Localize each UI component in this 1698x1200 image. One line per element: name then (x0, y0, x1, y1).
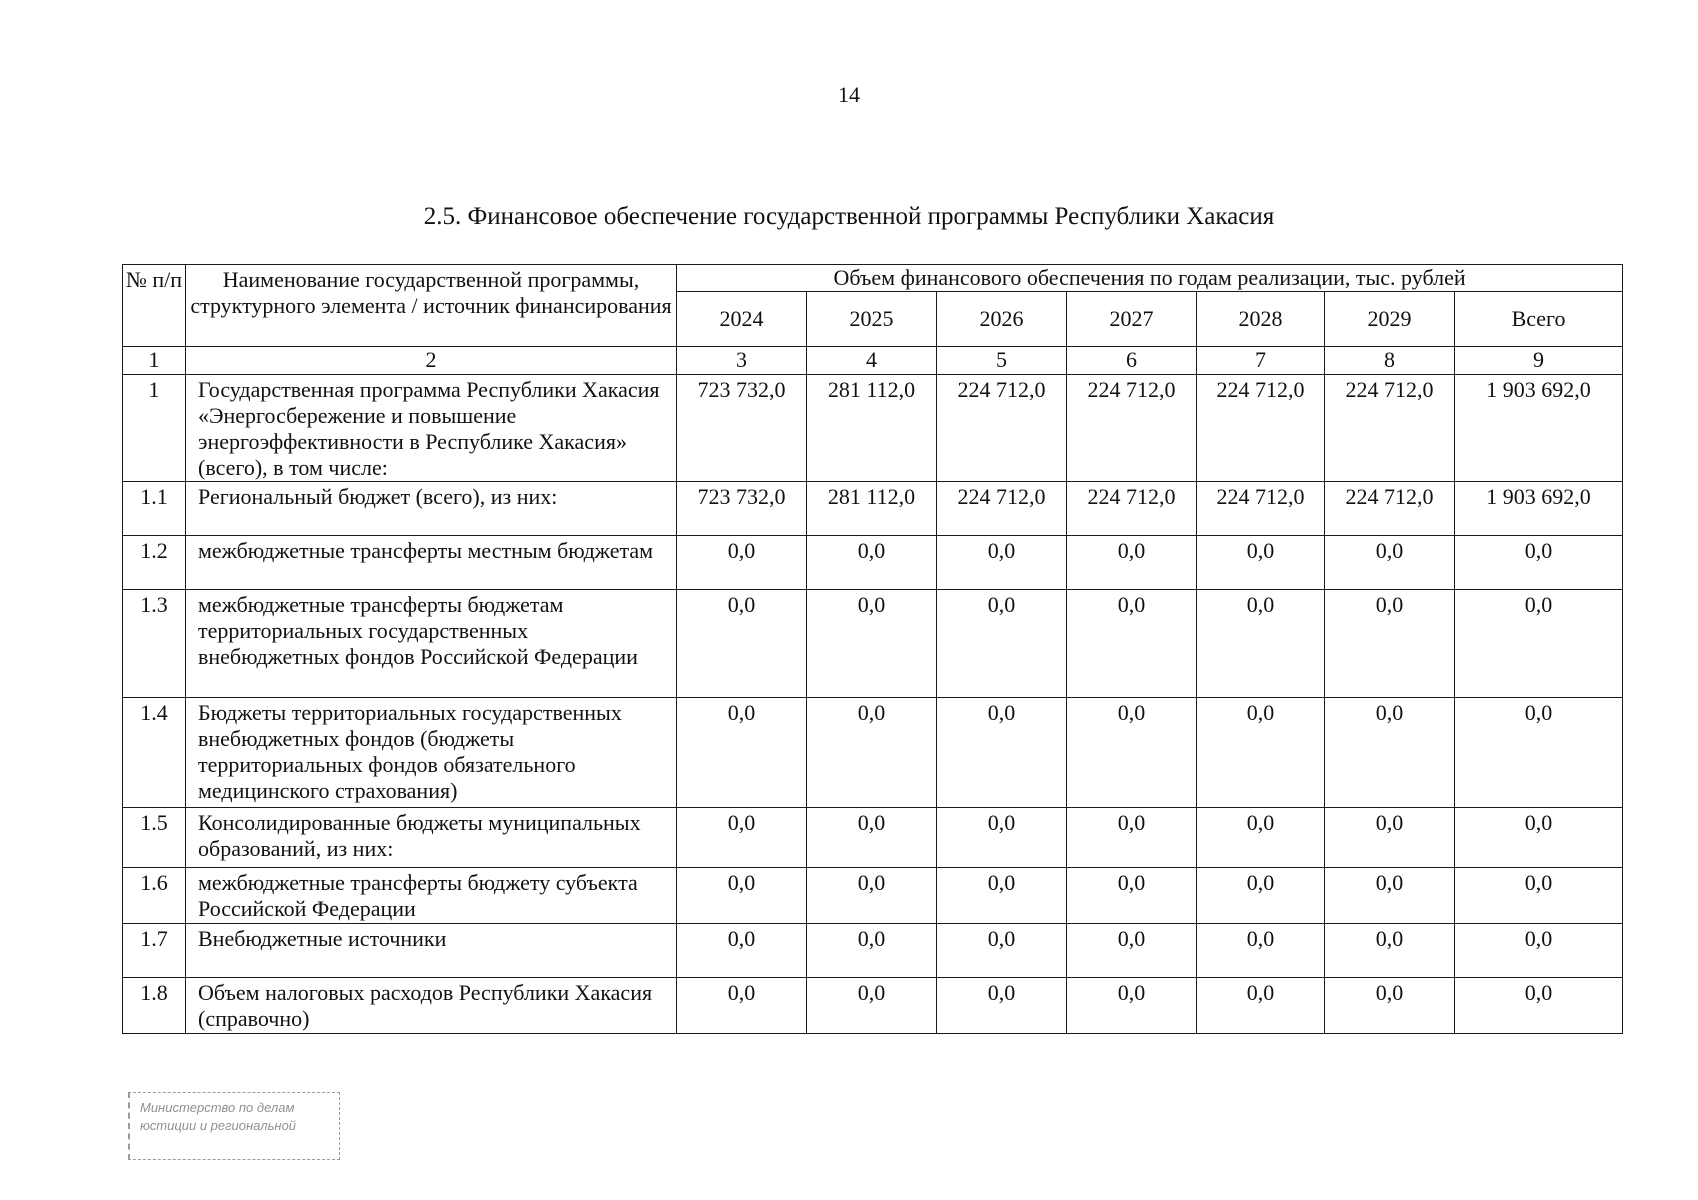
row-value: 0,0 (677, 698, 807, 808)
row-value: 0,0 (1197, 868, 1325, 924)
table-row (123, 482, 1623, 536)
financing-table (122, 264, 1623, 1034)
row-value: 0,0 (807, 698, 937, 808)
row-value: 0,0 (807, 978, 937, 1034)
row-value: 0,0 (807, 924, 937, 978)
row-total: 0,0 (1455, 590, 1623, 698)
table-row (123, 924, 1623, 978)
row-value: 0,0 (1197, 590, 1325, 698)
row-value: 224 712,0 (1067, 375, 1197, 482)
row-value: 0,0 (677, 808, 807, 868)
stamp-line: юстиции и региональной (140, 1118, 297, 1133)
header-name-column: Наименование государственной программы, структурного элемента / источник финансирования (186, 265, 677, 347)
row-number: 1.2 (123, 536, 186, 590)
header-total: Всего (1455, 292, 1623, 347)
row-value: 224 712,0 (1325, 482, 1455, 536)
row-value: 723 732,0 (677, 375, 807, 482)
row-total: 0,0 (1455, 978, 1623, 1034)
row-value: 0,0 (677, 590, 807, 698)
row-value: 0,0 (937, 808, 1067, 868)
column-index: 8 (1325, 347, 1455, 375)
row-number: 1.6 (123, 868, 186, 924)
row-total: 0,0 (1455, 536, 1623, 590)
row-value: 224 712,0 (1325, 375, 1455, 482)
row-value: 281 112,0 (807, 482, 937, 536)
header-number-column: № п/п (123, 265, 186, 347)
row-value: 0,0 (807, 868, 937, 924)
row-value: 224 712,0 (937, 375, 1067, 482)
row-value: 224 712,0 (1067, 482, 1197, 536)
row-total: 1 903 692,0 (1455, 375, 1623, 482)
row-value: 0,0 (1325, 924, 1455, 978)
row-value: 0,0 (937, 536, 1067, 590)
column-index: 4 (807, 347, 937, 375)
row-name: Консолидированные бюджеты муниципальных образований, из них: (186, 808, 677, 868)
row-name: межбюджетные трансферты бюджетам территориальных государственных внебюджетных фондов Российской Федерации (186, 590, 677, 698)
row-value: 0,0 (1325, 868, 1455, 924)
row-value: 0,0 (1325, 590, 1455, 698)
row-total: 1 903 692,0 (1455, 482, 1623, 536)
row-value: 723 732,0 (677, 482, 807, 536)
row-value: 0,0 (1325, 808, 1455, 868)
row-value: 0,0 (1067, 590, 1197, 698)
row-total: 0,0 (1455, 868, 1623, 924)
row-value: 0,0 (937, 698, 1067, 808)
row-value: 0,0 (1067, 808, 1197, 868)
column-index: 3 (677, 347, 807, 375)
row-value: 0,0 (1197, 698, 1325, 808)
row-value: 0,0 (937, 868, 1067, 924)
header-funding-volume: Объем финансового обеспечения по годам реализации, тыс. рублей (677, 265, 1623, 292)
column-index: 2 (186, 347, 677, 375)
row-name: Объем налоговых расходов Республики Хакасия (справочно) (186, 978, 677, 1034)
document-title: 2.5. Финансовое обеспечение государственной программы Республики Хакасия (423, 203, 1275, 230)
table-row (123, 808, 1623, 868)
row-value: 0,0 (677, 978, 807, 1034)
row-value: 0,0 (1197, 978, 1325, 1034)
row-value: 281 112,0 (807, 375, 937, 482)
row-value: 0,0 (1325, 536, 1455, 590)
row-value: 0,0 (937, 978, 1067, 1034)
row-number: 1.4 (123, 698, 186, 808)
header-row-top (123, 265, 1623, 292)
row-value: 0,0 (1067, 868, 1197, 924)
header-year: 2026 (937, 292, 1067, 347)
row-name: Внебюджетные источники (186, 924, 677, 978)
row-number: 1.5 (123, 808, 186, 868)
row-total: 0,0 (1455, 808, 1623, 868)
header-year: 2024 (677, 292, 807, 347)
row-value: 224 712,0 (1197, 482, 1325, 536)
row-value: 0,0 (1067, 536, 1197, 590)
table-row (123, 590, 1623, 698)
row-name: межбюджетные трансферты бюджету субъекта Российской Федерации (186, 868, 677, 924)
row-value: 224 712,0 (1197, 375, 1325, 482)
column-index: 9 (1455, 347, 1623, 375)
row-total: 0,0 (1455, 924, 1623, 978)
row-value: 0,0 (1067, 978, 1197, 1034)
stamp-line: Министерство по делам (140, 1100, 295, 1115)
row-number: 1 (123, 375, 186, 482)
row-value: 0,0 (677, 536, 807, 590)
header-year: 2027 (1067, 292, 1197, 347)
row-value: 0,0 (677, 868, 807, 924)
row-number: 1.8 (123, 978, 186, 1034)
table-row (123, 375, 1623, 482)
row-total: 0,0 (1455, 698, 1623, 808)
header-year: 2025 (807, 292, 937, 347)
row-value: 0,0 (677, 924, 807, 978)
row-value: 0,0 (937, 590, 1067, 698)
row-number: 1.3 (123, 590, 186, 698)
row-value: 0,0 (807, 536, 937, 590)
row-value: 0,0 (937, 924, 1067, 978)
table-row (123, 698, 1623, 808)
row-value: 0,0 (807, 808, 937, 868)
table-row (123, 978, 1623, 1034)
row-value: 0,0 (1067, 698, 1197, 808)
row-name: Государственная программа Республики Хакасия «Энергосбережение и повышение энергоэффективности в Республике Хакасия» (всего), в том числе: (186, 375, 677, 482)
row-value: 0,0 (1197, 924, 1325, 978)
row-number: 1.1 (123, 482, 186, 536)
row-value: 0,0 (807, 590, 937, 698)
row-name: Региональный бюджет (всего), из них: (186, 482, 677, 536)
row-value: 0,0 (1067, 924, 1197, 978)
row-value: 0,0 (1197, 536, 1325, 590)
row-value: 0,0 (1325, 698, 1455, 808)
header-year: 2028 (1197, 292, 1325, 347)
column-index: 5 (937, 347, 1067, 375)
row-value: 224 712,0 (937, 482, 1067, 536)
row-name: Бюджеты территориальных государственных внебюджетных фондов (бюджеты территориальных фондов обязательного медицинского страхования) (186, 698, 677, 808)
page-number: 14 (838, 82, 860, 107)
row-number: 1.7 (123, 924, 186, 978)
row-name: межбюджетные трансферты местным бюджетам (186, 536, 677, 590)
header-year: 2029 (1325, 292, 1455, 347)
column-index: 6 (1067, 347, 1197, 375)
row-value: 0,0 (1197, 808, 1325, 868)
ministry-stamp (128, 1092, 340, 1160)
column-index: 1 (123, 347, 186, 375)
table-row (123, 868, 1623, 924)
column-index-row (123, 347, 1623, 375)
row-value: 0,0 (1325, 978, 1455, 1034)
table-row (123, 536, 1623, 590)
column-index: 7 (1197, 347, 1325, 375)
